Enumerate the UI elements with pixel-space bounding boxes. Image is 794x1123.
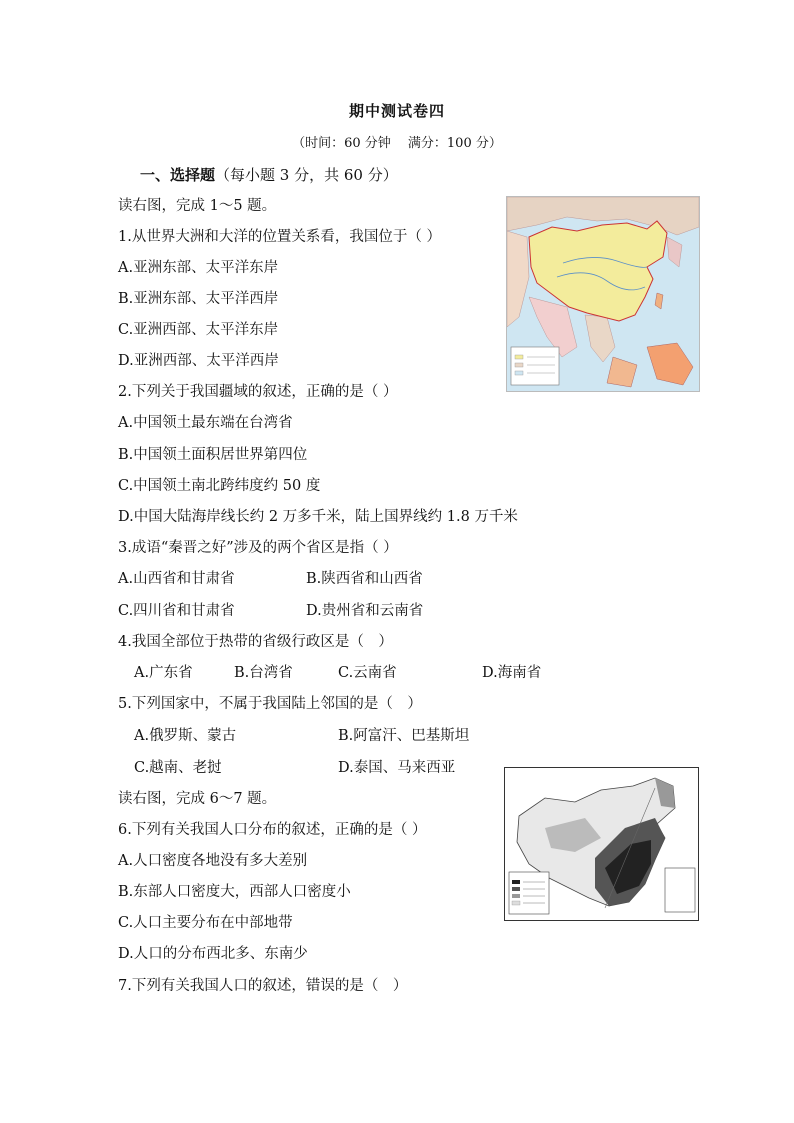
intro-1: 读右图，完成 1～5 题。 xyxy=(118,198,277,214)
question-2-option-c: C.中国领土南北跨纬度约 50 度 xyxy=(118,478,321,494)
question-1-stem: 1.从世界大洲和大洋的位置关系看，我国位于（ ） xyxy=(118,229,441,245)
question-4-option-c: C.云南省 xyxy=(338,665,397,681)
section-name: 选择题 xyxy=(170,166,216,184)
question-3-option-d: D.贵州省和云南省 xyxy=(306,603,424,619)
question-6-stem: 6.下列有关我国人口分布的叙述，正确的是（ ） xyxy=(118,822,427,838)
section-note: （每小题 3 分，共 60 分） xyxy=(215,166,398,184)
question-5-option-c: C.越南、老挝 xyxy=(134,760,222,776)
question-2-stem: 2.下列关于我国疆域的叙述，正确的是（ ） xyxy=(118,384,398,400)
question-3-option-a: A.山西省和甘肃省 xyxy=(118,571,235,587)
question-7-stem: 7.下列有关我国人口的叙述，错误的是（ ） xyxy=(118,978,408,994)
population-density-map xyxy=(504,767,699,921)
section-heading xyxy=(140,164,398,185)
page-subtitle: （时间：60 分钟 满分：100 分） xyxy=(292,136,502,151)
question-5-option-a: A.俄罗斯、蒙古 xyxy=(134,728,237,744)
question-3-option-c: C.四川省和甘肃省 xyxy=(118,603,235,619)
question-5-option-d: D.泰国、马来西亚 xyxy=(338,760,456,776)
question-4-option-a: A.广东省 xyxy=(134,665,193,681)
question-4-stem: 4.我国全部位于热带的省级行政区是（ ） xyxy=(118,634,393,650)
question-1-option-a: A.亚洲东部、太平洋东岸 xyxy=(118,260,279,276)
question-1-option-d: D.亚洲西部、太平洋西岸 xyxy=(118,353,279,369)
question-3-stem: 3.成语“秦晋之好”涉及的两个省区是指（ ） xyxy=(118,540,398,556)
question-1-option-c: C.亚洲西部、太平洋东岸 xyxy=(118,322,279,338)
question-5-option-b: B.阿富汗、巴基斯坦 xyxy=(338,728,470,744)
question-4-option-b: B.台湾省 xyxy=(234,665,293,681)
china-location-map xyxy=(506,196,700,392)
question-2-option-a: A.中国领土最东端在台湾省 xyxy=(118,415,293,431)
question-2-option-b: B.中国领土面积居世界第四位 xyxy=(118,447,308,463)
question-3-option-b: B.陕西省和山西省 xyxy=(306,571,423,587)
question-6-option-b: B.东部人口密度大，西部人口密度小 xyxy=(118,884,351,900)
question-6-option-c: C.人口主要分布在中部地带 xyxy=(118,915,293,931)
question-2-option-d: D.中国大陆海岸线长约 2 万多千米，陆上国界线约 1.8 万千米 xyxy=(118,509,518,525)
intro-2: 读右图，完成 6～7 题。 xyxy=(118,791,277,807)
question-6-option-d: D.人口的分布西北多、东南少 xyxy=(118,946,308,962)
question-1-option-b: B.亚洲东部、太平洋西岸 xyxy=(118,291,279,307)
question-4-option-d: D.海南省 xyxy=(482,665,542,681)
question-6-option-a: A.人口密度各地没有多大差别 xyxy=(118,853,308,869)
page-title: 期中测试卷四 xyxy=(348,102,445,120)
question-5-stem: 5.下列国家中，不属于我国陆上邻国的是（ ） xyxy=(118,696,422,712)
section-number: 一、 xyxy=(140,166,171,184)
